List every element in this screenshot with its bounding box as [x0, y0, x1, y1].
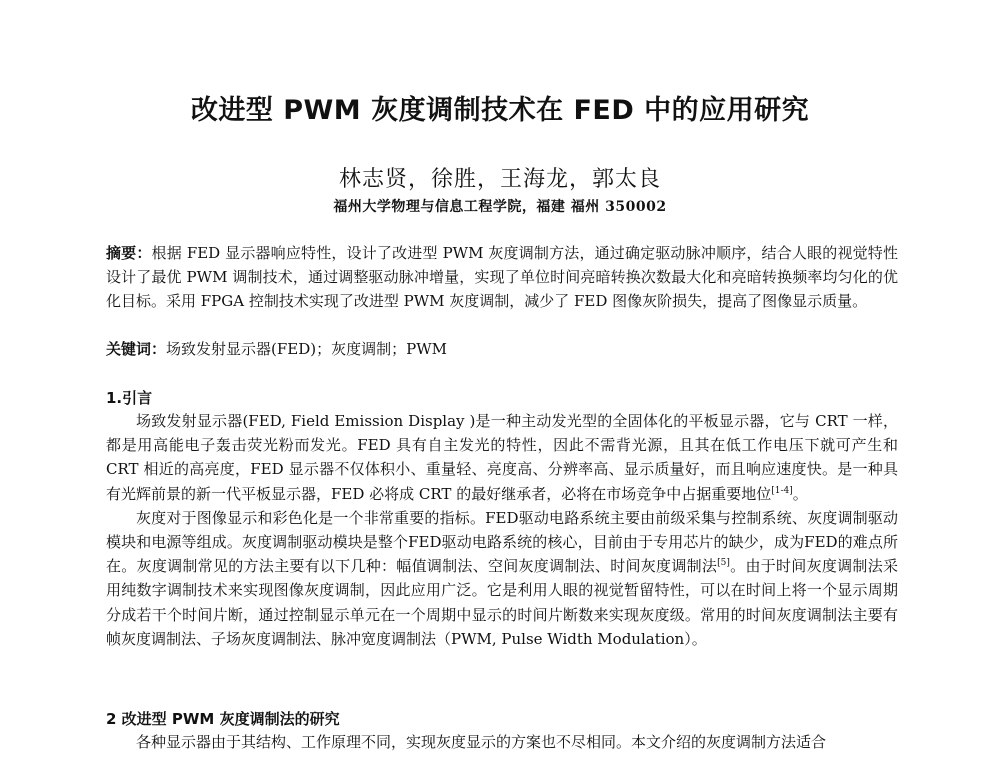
paper-title: 改进型 PWM 灰度调制技术在 FED 中的应用研究 — [190, 95, 810, 126]
section-2-body — [106, 730, 898, 754]
abstract-label: 摘要： — [106, 244, 152, 262]
section-1-body — [106, 409, 898, 651]
keywords-label: 关键词： — [106, 340, 167, 358]
section-2-heading: 2 改进型 PWM 灰度调制法的研究 — [106, 710, 340, 728]
keywords-text: 场致发射显示器(FED)；灰度调制；PWM — [166, 340, 447, 358]
paragraph-text: 灰度对于图像显示和彩色化是一个非常重要的指标。FED驱动电路系统主要由前级采集与控制系统、灰度调制驱动模块和电源等组成。灰度调制驱动模块是整个FED驱动电路系统的核心，目前由于专用芯片的缺少，成为FED的难点所在。灰度调制常见的方法主要有以下几种：幅值调制法、空间灰度调制法、时间灰度调制法 — [106, 508, 898, 576]
section-2-paragraph-1: 各种显示器由于其结构、工作原理不同，实现灰度显示的方案也不尽相同。本文介绍的灰度调制方法适合 — [136, 733, 827, 751]
abstract — [106, 241, 898, 314]
citation: [5] — [717, 558, 730, 569]
paragraph-text: 场致发射显示器(FED, Field Emission Display )是一种主动发光型的全固体化的平板显示器，它与 CRT 一样，都是用高能电子轰击荧光粉而发光。FED 具有自主发光的特性，因此不需背光源，且其在低工作电压下就可产生和 CRT 相近的高亮度，FED 显示器不仅体积小、重量轻、亮度高、分辨率高、显示质量好，而且响应速度快。是一种具有光辉前景的新一代平板显示器，FED 必将成 CRT 的最好继承者，必将在市场竞争中占据重要地位 — [106, 412, 898, 503]
paragraph-text-continued: 。由于时间灰度调制法采用纯数字调制技术来实现图像灰度调制，因此应用广泛。它是利用人眼的视觉暂留特性，可以在时间上将一个显示周期分成若干个时间片断，通过控制显示单元在一个周期中显示的时间片断数来实现灰度级。常用的时间灰度调制法主要有帧灰度调制法、子场灰度调制法、脉冲宽度调制法（PWM, Pulse Width Modulation）。 — [106, 557, 898, 648]
section-1-paragraph-2 — [106, 506, 898, 651]
affiliation: 福州大学物理与信息工程学院，福建 福州 350002 — [333, 199, 667, 215]
section-1-paragraph-1 — [106, 409, 898, 506]
paragraph-end: 。 — [792, 484, 808, 503]
keywords — [106, 337, 898, 361]
section-1-heading: 1.引言 — [106, 389, 153, 407]
citation: [1-4] — [771, 485, 793, 496]
abstract-text: 根据 FED 显示器响应特性，设计了改进型 PWM 灰度调制方法，通过确定驱动脉冲顺序，结合人眼的视觉特性设计了最优 PWM 调制技术，通过调整驱动脉冲增量，实现了单位时间亮暗转换次数最大化和亮暗转换频率均匀化的优化目标。采用 FPGA 控制技术实现了改进型 PWM 灰度调制，减少了 FED 图像灰阶损失，提高了图像显示质量。 — [106, 244, 898, 311]
author-list: 林志贤，徐胜，王海龙，郭太良 — [338, 167, 661, 192]
